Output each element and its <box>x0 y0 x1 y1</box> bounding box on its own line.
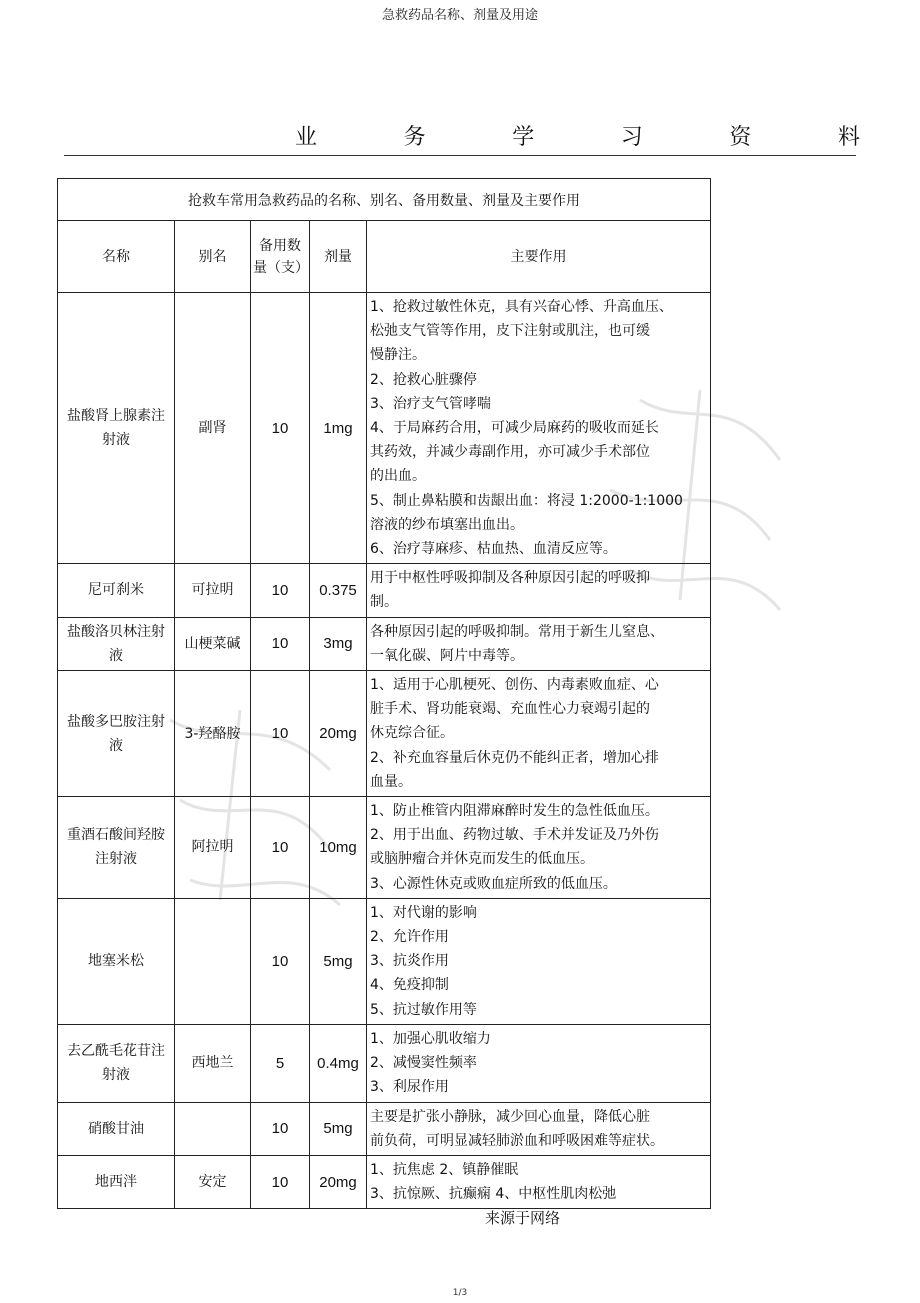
drug-uses-cell <box>367 1155 711 1208</box>
drug-dose-cell: 3mg <box>310 617 367 670</box>
table-row <box>58 617 711 670</box>
use-line: 3、抗炎作用 <box>370 953 449 970</box>
column-header-uses: 主要作用 <box>367 221 711 293</box>
use-line: 一氧化碳、阿片中毒等。 <box>370 647 524 664</box>
drug-uses-cell <box>367 671 711 797</box>
drug-dose-cell: 0.375 <box>310 564 367 617</box>
drug-alias-cell: 山梗菜碱 <box>175 617 251 670</box>
use-line: 1、对代谢的影响 <box>370 904 477 921</box>
table-row <box>58 1155 711 1208</box>
drug-name-cell: 硝酸甘油 <box>58 1102 175 1155</box>
drug-alias-cell <box>175 1102 251 1155</box>
table-row <box>58 564 711 617</box>
drug-quantity-cell: 10 <box>251 564 310 617</box>
drug-uses-cell <box>367 293 711 564</box>
use-line: 2、抢救心脏骤停 <box>370 371 477 388</box>
use-line: 5、抗过敏作用等 <box>370 1001 477 1018</box>
drug-name-cell: 去乙酰毛花苷注射液 <box>58 1024 175 1102</box>
use-line: 3、利尿作用 <box>370 1079 449 1096</box>
drug-quantity-cell: 10 <box>251 1155 310 1208</box>
column-header-quantity: 备用数量（支） <box>251 221 310 293</box>
use-line: 的出血。 <box>370 468 426 485</box>
use-line: 1、抢救过敏性休克，具有兴奋心悸、升高血压、 <box>370 299 673 315</box>
drug-quantity-cell: 10 <box>251 293 310 564</box>
use-line: 6、治疗荨麻疹、枯血热、血清反应等。 <box>370 541 617 558</box>
drug-uses-cell <box>367 1102 711 1155</box>
use-line: 血量。 <box>370 773 412 790</box>
banner-divider <box>64 155 856 156</box>
drug-quantity-cell: 10 <box>251 797 310 899</box>
banner-char: 学 <box>512 125 535 150</box>
drug-name-cell: 盐酸洛贝林注射液 <box>58 617 175 670</box>
drug-name-cell: 地西泮 <box>58 1155 175 1208</box>
use-line: 2、用于出血、药物过敏、手术并发证及乃外伤 <box>370 827 659 844</box>
banner-char: 习 <box>620 125 643 150</box>
drug-quantity-cell: 5 <box>251 1024 310 1102</box>
drug-alias-cell: 副肾 <box>175 293 251 564</box>
drug-dose-cell: 10mg <box>310 797 367 899</box>
use-line: 脏手术、肾功能衰竭、充血性心力衰竭引起的 <box>370 701 650 718</box>
table-row <box>58 671 711 797</box>
use-line: 主要是扩张小静脉，减少回心血量，降低心脏 <box>370 1108 650 1125</box>
drug-name-cell: 盐酸多巴胺注射液 <box>58 671 175 797</box>
banner-char: 料 <box>837 125 860 150</box>
use-line: 3、抗惊厥、抗癫痫 4、中枢性肌肉松弛 <box>370 1186 617 1203</box>
drug-uses-cell <box>367 564 711 617</box>
drug-alias-cell: 西地兰 <box>175 1024 251 1102</box>
use-line: 3、治疗支气管哮喘 <box>370 395 491 412</box>
page-number: 1/3 <box>452 1288 468 1298</box>
use-line: 5、制止鼻粘膜和齿龈出血：将浸 1:2000-1:1000 <box>370 492 683 509</box>
drug-name-cell: 重酒石酸间羟胺注射液 <box>58 797 175 899</box>
use-line: 松弛支气管等作用，皮下注射或肌注，也可缓 <box>370 323 650 340</box>
drug-uses-cell <box>367 617 711 670</box>
use-line: 3、心源性休克或败血症所致的低血压。 <box>370 875 617 892</box>
drug-name-cell: 尼可刹米 <box>58 564 175 617</box>
table-row <box>58 898 711 1024</box>
use-line: 各种原因引起的呼吸抑制。常用于新生儿窒息、 <box>370 623 664 640</box>
table-row <box>58 1024 711 1102</box>
table-caption: 抢救车常用急救药品的名称、别名、备用数量、剂量及主要作用 <box>58 179 711 221</box>
use-line: 4、于局麻药合用，可减少局麻药的吸收而延长 <box>370 420 659 437</box>
table-row <box>58 293 711 564</box>
banner-char: 业 <box>295 125 318 150</box>
banner-title <box>295 120 860 151</box>
use-line: 或脑肿瘤合并休克而发生的低血压。 <box>370 851 594 868</box>
use-line: 制。 <box>370 594 398 611</box>
use-line: 1、防止椎管内阻滞麻醉时发生的急性低血压。 <box>370 803 659 820</box>
use-line: 2、补充血容量后休克仍不能纠正者，增加心排 <box>370 749 659 766</box>
drug-dose-cell: 5mg <box>310 1102 367 1155</box>
use-line: 1、抗焦虑 2、镇静催眠 <box>370 1161 519 1178</box>
drug-name-cell: 地塞米松 <box>58 898 175 1024</box>
drug-dose-cell: 5mg <box>310 898 367 1024</box>
column-header-dose: 剂量 <box>310 221 367 293</box>
document-title: 急救药品名称、剂量及用途 <box>381 8 538 23</box>
use-line: 2、允许作用 <box>370 929 449 946</box>
banner-char: 资 <box>729 125 752 150</box>
use-line: 前负荷，可明显减轻肺淤血和呼吸困难等症状。 <box>370 1132 664 1149</box>
drug-quantity-cell: 10 <box>251 1102 310 1155</box>
drug-alias-cell: 阿拉明 <box>175 797 251 899</box>
use-line: 慢静注。 <box>370 347 426 364</box>
table-row <box>58 1102 711 1155</box>
drug-name-cell: 盐酸肾上腺素注射液 <box>58 293 175 564</box>
drug-table <box>57 178 711 1209</box>
column-header-name: 名称 <box>58 221 175 293</box>
use-line: 4、免疫抑制 <box>370 977 449 994</box>
drug-uses-cell <box>367 797 711 899</box>
drug-dose-cell: 20mg <box>310 671 367 797</box>
drug-dose-cell: 20mg <box>310 1155 367 1208</box>
use-line: 2、减慢窦性频率 <box>370 1055 477 1072</box>
drug-uses-cell <box>367 1024 711 1102</box>
drug-alias-cell: 安定 <box>175 1155 251 1208</box>
use-line: 溶液的纱布填塞出血出。 <box>370 516 524 533</box>
drug-alias-cell <box>175 898 251 1024</box>
drug-quantity-cell: 10 <box>251 671 310 797</box>
drug-quantity-cell: 10 <box>251 898 310 1024</box>
column-header-alias: 别名 <box>175 221 251 293</box>
use-line: 休克综合征。 <box>370 725 454 742</box>
drug-alias-cell: 可拉明 <box>175 564 251 617</box>
use-line: 其药效，并减少毒副作用，亦可减少手术部位 <box>370 444 650 461</box>
drug-dose-cell: 0.4mg <box>310 1024 367 1102</box>
table-row <box>58 797 711 899</box>
use-line: 用于中枢性呼吸抑制及各种原因引起的呼吸抑 <box>370 570 650 587</box>
drug-quantity-cell: 10 <box>251 617 310 670</box>
drug-uses-cell <box>367 898 711 1024</box>
banner-char: 务 <box>403 125 426 150</box>
drug-alias-cell: 3-羟酪胺 <box>175 671 251 797</box>
drug-dose-cell: 1mg <box>310 293 367 564</box>
source-note: 来源于网络 <box>485 1209 561 1227</box>
use-line: 1、适用于心肌梗死、创伤、内毒素败血症、心 <box>370 677 659 694</box>
use-line: 1、加强心肌收缩力 <box>370 1030 491 1047</box>
